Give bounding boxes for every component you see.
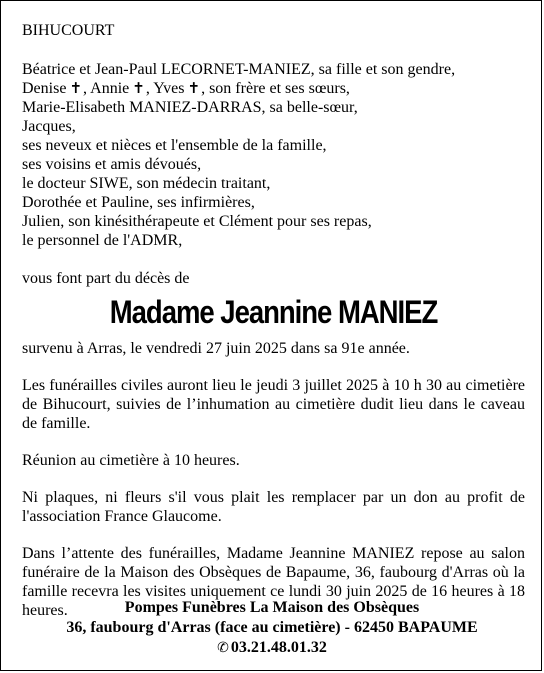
family-line: Marie-Elisabeth MANIEZ-DARRAS, sa belle-sœur, [22, 99, 358, 116]
funeral-home-address: 36, faubourg d'Arras (face au cimetière) - 62450 BAPAUME [66, 619, 478, 636]
funeral-paragraph: Les funérailles civiles auront lieu le jeudi 3 juillet 2025 à 10 h 30 au cimetière de Bihucourt, suivies de l’inhumation au cimetière dudit lieu dans le caveau de famille. [22, 377, 525, 432]
notice-body [22, 21, 525, 638]
phone-number: 03.21.48.01.32 [230, 639, 327, 656]
family-line: Béatrice et Jean-Paul LECORNET-MANIEZ, sa fille et son gendre, [22, 61, 456, 78]
sibling-name: Denise [22, 80, 67, 97]
family-line: ses neveux et nièces et l'ensemble de la famille, [22, 137, 327, 154]
announcement-line: vous font part du décès de [22, 270, 190, 287]
sibling-name: , Yves [145, 80, 185, 97]
funeral-home-phone-line [1, 638, 543, 658]
sibling-name: , Annie [83, 80, 130, 97]
funeral-home-name: Pompes Funèbres La Maison des Obsèques [124, 599, 420, 616]
family-line: Dorothée et Pauline, ses infirmières, [22, 194, 255, 211]
family-line: le personnel de l'ADMR, [22, 232, 183, 249]
death-details: survenu à Arras, le vendredi 27 juin 2025 dans sa 91e année. [22, 340, 410, 357]
siblings-suffix: , son frère et ses sœurs, [201, 80, 350, 97]
family-line: ses voisins et amis dévoués, [22, 156, 202, 173]
cross-icon: ✝ [69, 79, 83, 97]
donation-paragraph: Ni plaques, ni fleurs s'il vous plait les remplacer par un don au profit de l'association France Glaucome. [22, 489, 525, 525]
family-line: Jacques, [22, 118, 76, 135]
funeral-home-footer [1, 598, 543, 658]
deceased-name: Madame Jeannine MANIEZ [109, 294, 438, 330]
family-line: Julien, son kinésithérapeute et Clément pour ses repas, [22, 213, 372, 230]
spacer [22, 250, 525, 269]
phone-icon: ✆ [217, 640, 229, 656]
gathering-paragraph: Réunion au cimetière à 10 heures. [22, 452, 240, 469]
cross-icon: ✝ [132, 79, 145, 97]
town-name: BIHUCOURT [22, 22, 115, 39]
family-line: le docteur SIWE, son médecin traitant, [22, 175, 271, 192]
cross-icon: ✝ [187, 79, 201, 97]
siblings-line [22, 79, 525, 98]
visitation-paragraph: Dans l’attente des funérailles, Madame Jeannine MANIEZ repose au salon funéraire de la Maison des Obsèques de Bapaume, 36, faubourg d'Arras où la famille recevra les visites uniquement ce lundi 30 juin 2025 de 16 heures à 18 heures. [22, 545, 525, 619]
